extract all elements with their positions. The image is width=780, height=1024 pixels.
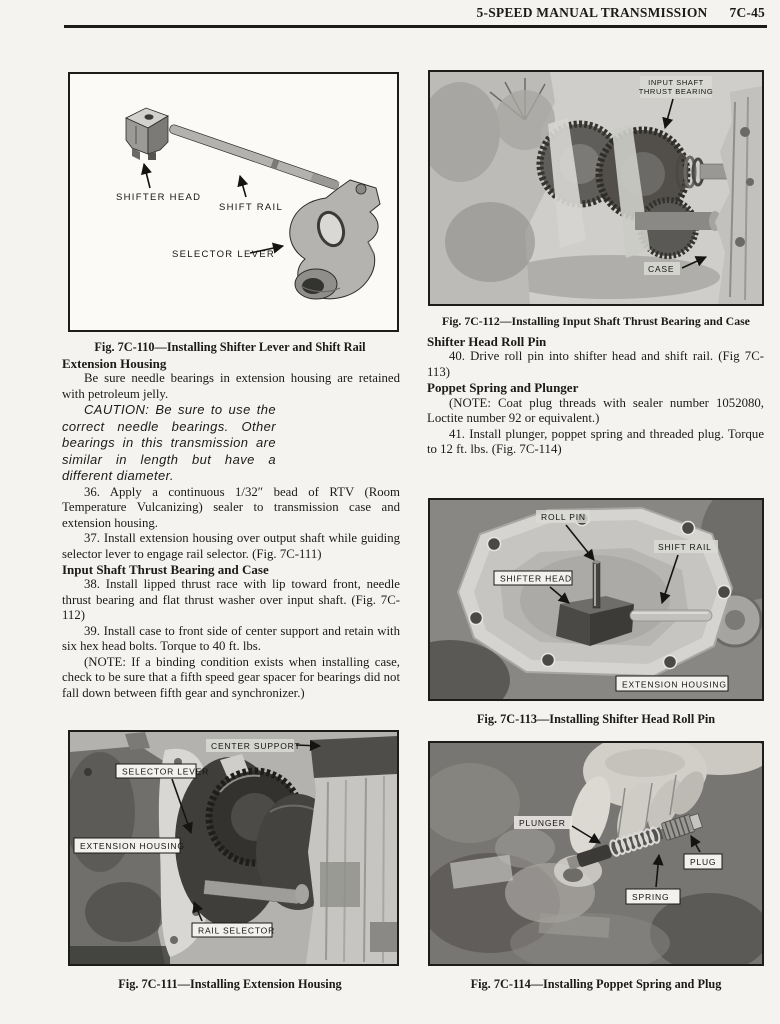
fig-7c-111-photo xyxy=(70,732,397,964)
extension-housing-label: EXTENSION HOUSING xyxy=(80,841,185,851)
plug-label: PLUG xyxy=(690,857,717,867)
figure-7c-110 xyxy=(68,72,399,332)
caution-note: CAUTION: Be sure to use the correct needle bearings. Other bearings in this transmission are similar in length but have a different diameter. xyxy=(62,402,276,484)
shifter-head-label: SHIFTER HEAD xyxy=(116,192,202,203)
figure-7c-111 xyxy=(68,730,399,966)
fig-7c-112-photo xyxy=(430,72,762,304)
fig-7c-114-photo xyxy=(430,743,762,964)
rail-selector-label: RAIL SELECTOR xyxy=(198,925,276,936)
extension-housing-heading: Extension Housing xyxy=(62,356,167,371)
figure-7c-114 xyxy=(428,741,764,966)
step-36: 36. Apply a continuous 1/32″ bead of RTV (Room Temperature Vulcanizing) sealer to transmission case and extension housing. xyxy=(62,484,400,530)
shift-rail-drawing xyxy=(630,610,712,621)
plunger-label: PLUNGER xyxy=(519,818,566,828)
selector-lever-label: SELECTOR LEVER xyxy=(122,766,210,777)
shift-rail-label: SHIFT RAIL xyxy=(219,202,284,213)
selector-lever-label: SELECTOR LEVER xyxy=(172,249,276,260)
step-39: 39. Install case to front side of center support and retain with six hex head bolts. Torque to 40 ft. lbs. xyxy=(62,623,400,654)
step-40: 40. Drive roll pin into shifter head and shift rail. (Fig 7C-113) xyxy=(427,349,764,379)
center-support-arrow xyxy=(296,745,320,746)
page-header xyxy=(477,5,765,21)
input-shaft-heading: Input Shaft Thrust Bearing and Case xyxy=(62,562,269,578)
fig-7c-113-caption: Fig. 7C-113—Installing Shifter Head Roll Pin xyxy=(476,712,716,726)
center-support-label: CENTER SUPPORT xyxy=(211,741,301,751)
step-41: 41. Install plunger, poppet spring and threaded plug. Torque to 12 ft. lbs. (Fig. 7C-114) xyxy=(427,426,764,456)
shift-rail-label: SHIFT RAIL xyxy=(658,542,712,552)
extension-housing-intro: Be sure needle bearings in extension housing are retained with petroleum jelly. xyxy=(62,371,400,401)
fig-7c-111-caption: Fig. 7C-111—Installing Extension Housing xyxy=(118,977,342,991)
note-sealer: (NOTE: Coat plug threads with sealer number 1052080, Loctite number 92 or equivalent.) xyxy=(427,395,764,426)
poppet-spring-heading: Poppet Spring and Plunger xyxy=(427,380,579,396)
fig-7c-113-photo xyxy=(430,500,762,699)
right-text-column xyxy=(427,334,764,457)
case-label: CASE xyxy=(648,264,675,274)
shifter-head-label: SHIFTER HEAD xyxy=(500,573,572,584)
fig-7c-110-caption: Fig. 7C-110—Installing Shifter Lever and Shift Rail xyxy=(94,340,366,354)
fig-7c-110-illustration xyxy=(70,74,397,330)
fig-7c-112-caption: Fig. 7C-112—Installing Input Shaft Thrust Bearing and Case xyxy=(442,314,750,328)
extension-housing-label: EXTENSION HOUSING xyxy=(622,679,727,690)
input-shaft-thrust-bearing-label-line2: THRUST BEARING xyxy=(638,87,714,96)
page-number: 7C-45 xyxy=(729,5,765,20)
left-text-column xyxy=(62,356,400,701)
step-38: 38. Install lipped thrust race with lip toward front, needle thrust bearing and flat thrust washer over input shaft. (Fig. 7C-112) xyxy=(62,577,400,623)
step-37: 37. Install extension housing over output shaft while guiding selector lever to engage rail selector. (Fig. 7C-111) xyxy=(62,531,400,561)
roll-pin-label: ROLL PIN xyxy=(541,512,586,522)
page-header-title: 5-SPEED MANUAL TRANSMISSION xyxy=(476,5,708,20)
spring-label: SPRING xyxy=(632,892,670,902)
figure-7c-112 xyxy=(428,70,764,306)
center-support-drawing xyxy=(306,736,397,964)
note-binding-condition: (NOTE: If a binding condition exists when installing case, check to be sure that a fifth speed gear spacer for bearings did not fall down between fifth gear and synchronizer.) xyxy=(62,654,400,700)
input-shaft-thrust-bearing-label-line1: INPUT SHAFT xyxy=(648,78,704,87)
shifter-head-roll-pin-heading: Shifter Head Roll Pin xyxy=(427,334,547,349)
header-rule xyxy=(64,25,767,28)
figure-7c-113 xyxy=(428,498,764,701)
fig-7c-114-caption: Fig. 7C-114—Installing Poppet Spring and Plug xyxy=(470,977,722,991)
roll-pin-drawing xyxy=(593,560,600,608)
